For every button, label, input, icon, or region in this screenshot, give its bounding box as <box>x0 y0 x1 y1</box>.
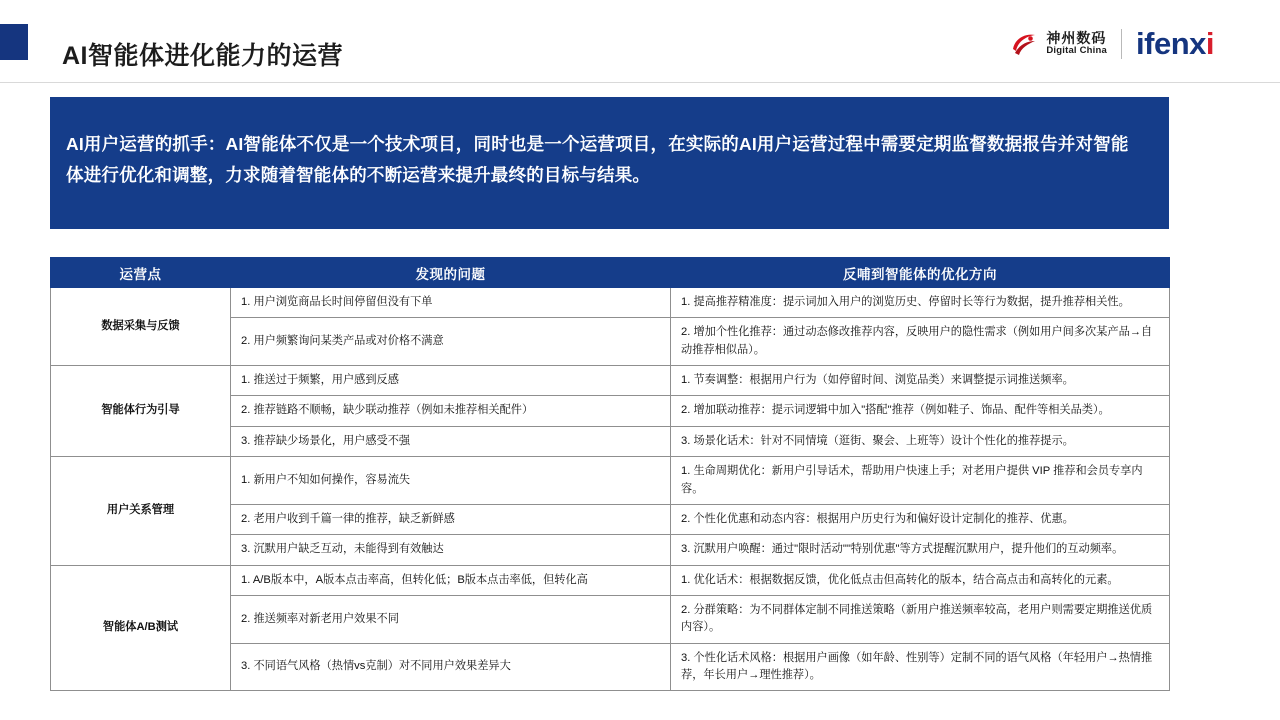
fix-cell: 2. 分群策略：为不同群体定制不同推送策略（新用户推送频率较高，老用户则需要定期推送优质内容）。 <box>671 595 1170 643</box>
group-label-cell: 智能体A/B测试 <box>51 565 231 691</box>
fix-cell: 2. 增加联动推荐：提示词逻辑中加入"搭配"推荐（例如鞋子、饰品、配件等相关品类）。 <box>671 396 1170 426</box>
digital-china-wordmark <box>1046 31 1107 56</box>
page-header <box>0 0 1280 83</box>
issue-cell: 2. 老用户收到千篇一律的推荐，缺乏新鲜感 <box>231 504 671 534</box>
issue-cell: 1. 新用户不知如何操作，容易流失 <box>231 457 671 505</box>
group-label-cell: 用户关系管理 <box>51 457 231 565</box>
callout-text: AI用户运营的抓手：AI智能体不仅是一个技术项目，同时也是一个运营项目，在实际的AI用户运营过程中需要定期监督数据报告并对智能体进行优化和调整，力求随着智能体的不断运营来提升最终的目标与结果。 <box>66 134 1129 185</box>
fix-cell: 1. 提高推荐精准度：提示词加入用户的浏览历史、停留时长等行为数据，提升推荐相关性。 <box>671 288 1170 318</box>
issue-cell: 2. 推送频率对新老用户效果不同 <box>231 595 671 643</box>
fix-cell: 3. 沉默用户唤醒：通过"限时活动""特别优惠"等方式提醒沉默用户，提升他们的互动频率。 <box>671 535 1170 565</box>
fix-cell: 1. 优化话术：根据数据反馈，优化低点击但高转化的版本，结合高点击和高转化的元素。 <box>671 565 1170 595</box>
page-title: AI智能体进化能力的运营 <box>62 42 344 70</box>
table-row <box>51 366 1170 396</box>
brand-divider <box>1121 29 1122 59</box>
table-row <box>51 288 1170 318</box>
callout-banner <box>50 97 1169 229</box>
matrix-table-wrapper <box>50 257 1169 691</box>
ifenxi-logo <box>1136 28 1214 59</box>
ifenxi-text: ifenx <box>1136 26 1206 61</box>
table-header-cell: 反哺到智能体的优化方向 <box>671 258 1170 288</box>
group-label-cell: 数据采集与反馈 <box>51 288 231 366</box>
digital-china-en: Digital China <box>1046 44 1108 56</box>
brand-logos <box>1009 28 1214 59</box>
issue-cell: 3. 沉默用户缺乏互动，未能得到有效触达 <box>231 535 671 565</box>
digital-china-logo <box>1009 29 1107 59</box>
digital-china-cn: 神州数码 <box>1046 30 1107 47</box>
table-body <box>51 288 1170 691</box>
table-header-cell: 运营点 <box>51 258 231 288</box>
fix-cell: 1. 节奏调整：根据用户行为（如停留时间、浏览品类）来调整提示词推送频率。 <box>671 366 1170 396</box>
issue-cell: 2. 用户频繁询问某类产品或对价格不满意 <box>231 318 671 366</box>
issue-cell: 3. 不同语气风格（热情vs克制）对不同用户效果差异大 <box>231 643 671 691</box>
table-header-cell: 发现的问题 <box>231 258 671 288</box>
fix-cell: 2. 个性化优惠和动态内容：根据用户历史行为和偏好设计定制化的推荐、优惠。 <box>671 504 1170 534</box>
fix-cell: 1. 生命周期优化：新用户引导话术，帮助用户快速上手；对老用户提供 VIP 推荐和会员专享内容。 <box>671 457 1170 505</box>
issue-cell: 2. 推荐链路不顺畅，缺少联动推荐（例如未推荐相关配件） <box>231 396 671 426</box>
matrix-table <box>50 257 1170 691</box>
ifenxi-accent: i <box>1205 26 1214 61</box>
fix-cell: 3. 个性化话术风格：根据用户画像（如年龄、性别等）定制不同的语气风格（年轻用户→热情推荐，年长用户→理性推荐）。 <box>671 643 1170 691</box>
fix-cell: 3. 场景化话术：针对不同情境（逛街、聚会、上班等）设计个性化的推荐提示。 <box>671 426 1170 456</box>
fix-cell: 2. 增加个性化推荐：通过动态修改推荐内容，反映用户的隐性需求（例如用户间多次某产品→自动推荐相似品）。 <box>671 318 1170 366</box>
header-accent-block <box>0 24 28 60</box>
group-label-cell: 智能体行为引导 <box>51 366 231 457</box>
issue-cell: 3. 推荐缺少场景化，用户感受不强 <box>231 426 671 456</box>
digital-china-mark-icon <box>1009 29 1039 59</box>
table-header-row <box>51 258 1170 288</box>
issue-cell: 1. 用户浏览商品长时间停留但没有下单 <box>231 288 671 318</box>
table-row <box>51 565 1170 595</box>
issue-cell: 1. 推送过于频繁，用户感到反感 <box>231 366 671 396</box>
issue-cell: 1. A/B版本中，A版本点击率高，但转化低；B版本点击率低，但转化高 <box>231 565 671 595</box>
table-row <box>51 457 1170 505</box>
